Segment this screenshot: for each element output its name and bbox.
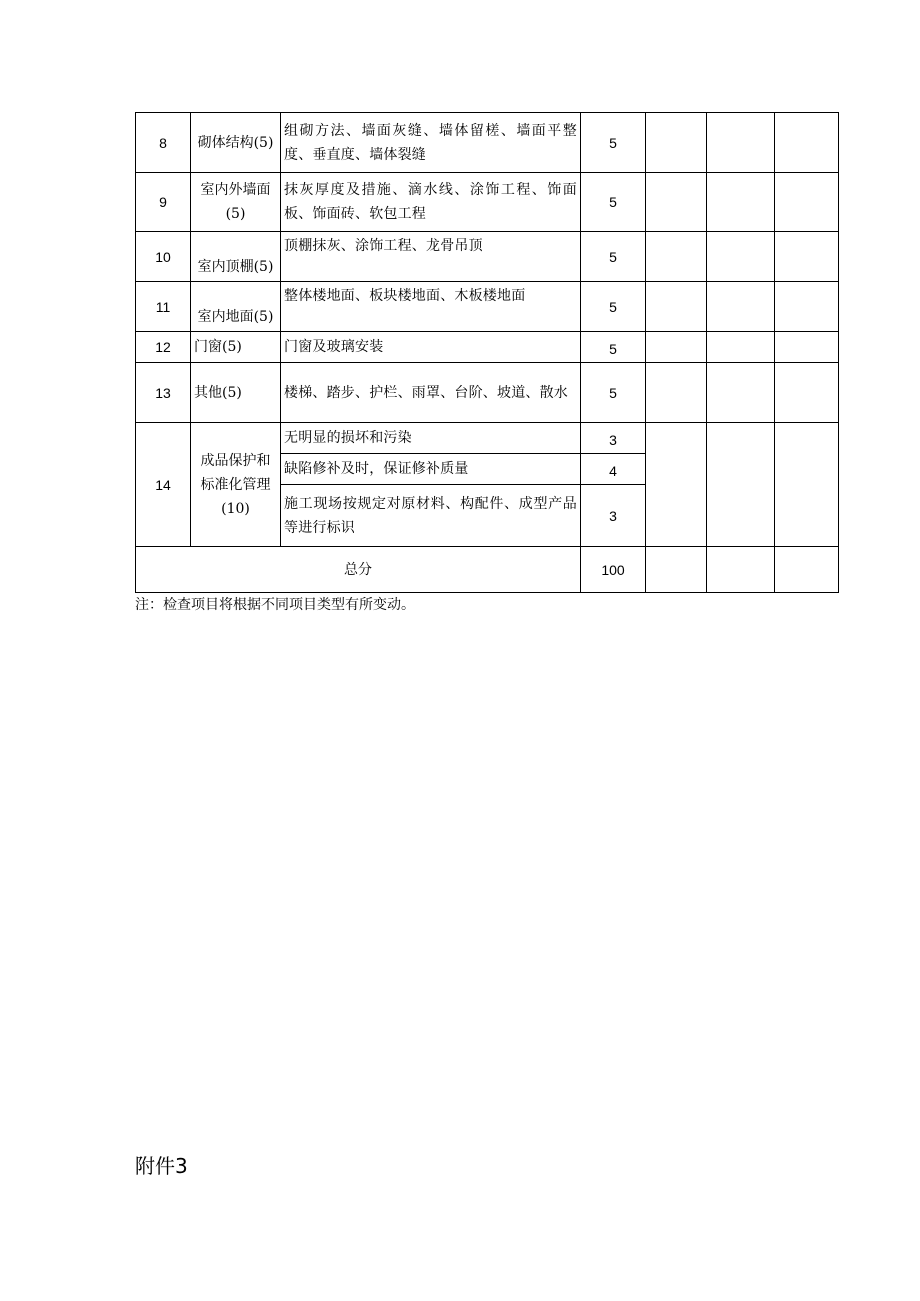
score-cell-empty bbox=[646, 282, 707, 332]
table-row bbox=[136, 423, 839, 454]
row-score: 5 bbox=[581, 173, 646, 232]
row-score: 5 bbox=[581, 282, 646, 332]
total-row bbox=[136, 547, 839, 593]
table-row bbox=[136, 332, 839, 363]
row-number: 9 bbox=[136, 173, 191, 232]
row-number: 8 bbox=[136, 113, 191, 173]
row-number: 14 bbox=[136, 423, 191, 547]
row-description: 整体楼地面、板块楼地面、木板楼地面 bbox=[281, 282, 581, 332]
row-category: 成品保护和标准化管理(10) bbox=[191, 423, 281, 547]
score-cell-empty bbox=[775, 363, 839, 423]
score-cell-empty bbox=[707, 332, 775, 363]
row-score: 5 bbox=[581, 332, 646, 363]
row-description: 顶棚抹灰、涂饰工程、龙骨吊顶 bbox=[281, 232, 581, 282]
row-category: 其他(5) bbox=[191, 363, 281, 423]
score-cell-empty bbox=[646, 332, 707, 363]
row-category: 室内外墙面(5) bbox=[191, 173, 281, 232]
score-cell-empty bbox=[646, 232, 707, 282]
score-cell-empty bbox=[707, 363, 775, 423]
score-cell-empty bbox=[707, 113, 775, 173]
row-number: 13 bbox=[136, 363, 191, 423]
table-row bbox=[136, 113, 839, 173]
score-cell-empty bbox=[775, 423, 839, 547]
score-cell-empty bbox=[707, 173, 775, 232]
score-cell-empty bbox=[646, 113, 707, 173]
row-description: 组砌方法、墙面灰缝、墙体留槎、墙面平整度、垂直度、墙体裂缝 bbox=[281, 113, 581, 173]
row-number: 11 bbox=[136, 282, 191, 332]
row-category: 门窗(5) bbox=[191, 332, 281, 363]
score-cell-empty bbox=[646, 363, 707, 423]
row-number: 12 bbox=[136, 332, 191, 363]
score-cell-empty bbox=[775, 113, 839, 173]
table-note: 注：检查项目将根据不同项目类型有所变动。 bbox=[135, 597, 415, 613]
row-description: 施工现场按规定对原材料、构配件、成型产品等进行标识 bbox=[281, 485, 581, 547]
score-cell-empty bbox=[646, 547, 707, 593]
row-category: 室内顶棚(5) bbox=[191, 232, 281, 282]
score-cell-empty bbox=[707, 232, 775, 282]
row-number: 10 bbox=[136, 232, 191, 282]
row-score: 5 bbox=[581, 232, 646, 282]
row-score: 5 bbox=[581, 363, 646, 423]
score-cell-empty bbox=[775, 232, 839, 282]
row-description: 门窗及玻璃安装 bbox=[281, 332, 581, 363]
table-row bbox=[136, 282, 839, 332]
score-cell-empty bbox=[775, 332, 839, 363]
row-score: 4 bbox=[581, 454, 646, 485]
score-cell-empty bbox=[775, 173, 839, 232]
score-cell-empty bbox=[646, 173, 707, 232]
inspection-table bbox=[135, 112, 839, 593]
total-label: 总分 bbox=[136, 547, 581, 593]
row-category: 砌体结构(5) bbox=[191, 113, 281, 173]
score-cell-empty bbox=[707, 423, 775, 547]
row-score: 3 bbox=[581, 485, 646, 547]
row-score: 3 bbox=[581, 423, 646, 454]
score-cell-empty bbox=[646, 423, 707, 547]
score-cell-empty bbox=[707, 282, 775, 332]
row-description: 楼梯、踏步、护栏、雨罩、台阶、坡道、散水 bbox=[281, 363, 581, 423]
table-row bbox=[136, 232, 839, 282]
total-score: 100 bbox=[581, 547, 646, 593]
row-description: 抹灰厚度及措施、滴水线、涂饰工程、饰面板、饰面砖、软包工程 bbox=[281, 173, 581, 232]
score-cell-empty bbox=[775, 282, 839, 332]
score-cell-empty bbox=[775, 547, 839, 593]
table-row bbox=[136, 173, 839, 232]
row-description: 无明显的损坏和污染 bbox=[281, 423, 581, 454]
row-description: 缺陷修补及时，保证修补质量 bbox=[281, 454, 581, 485]
row-category: 室内地面(5) bbox=[191, 282, 281, 332]
row-score: 5 bbox=[581, 113, 646, 173]
table-row bbox=[136, 363, 839, 423]
score-cell-empty bbox=[707, 547, 775, 593]
attachment-heading: 附件3 bbox=[135, 1154, 188, 1178]
